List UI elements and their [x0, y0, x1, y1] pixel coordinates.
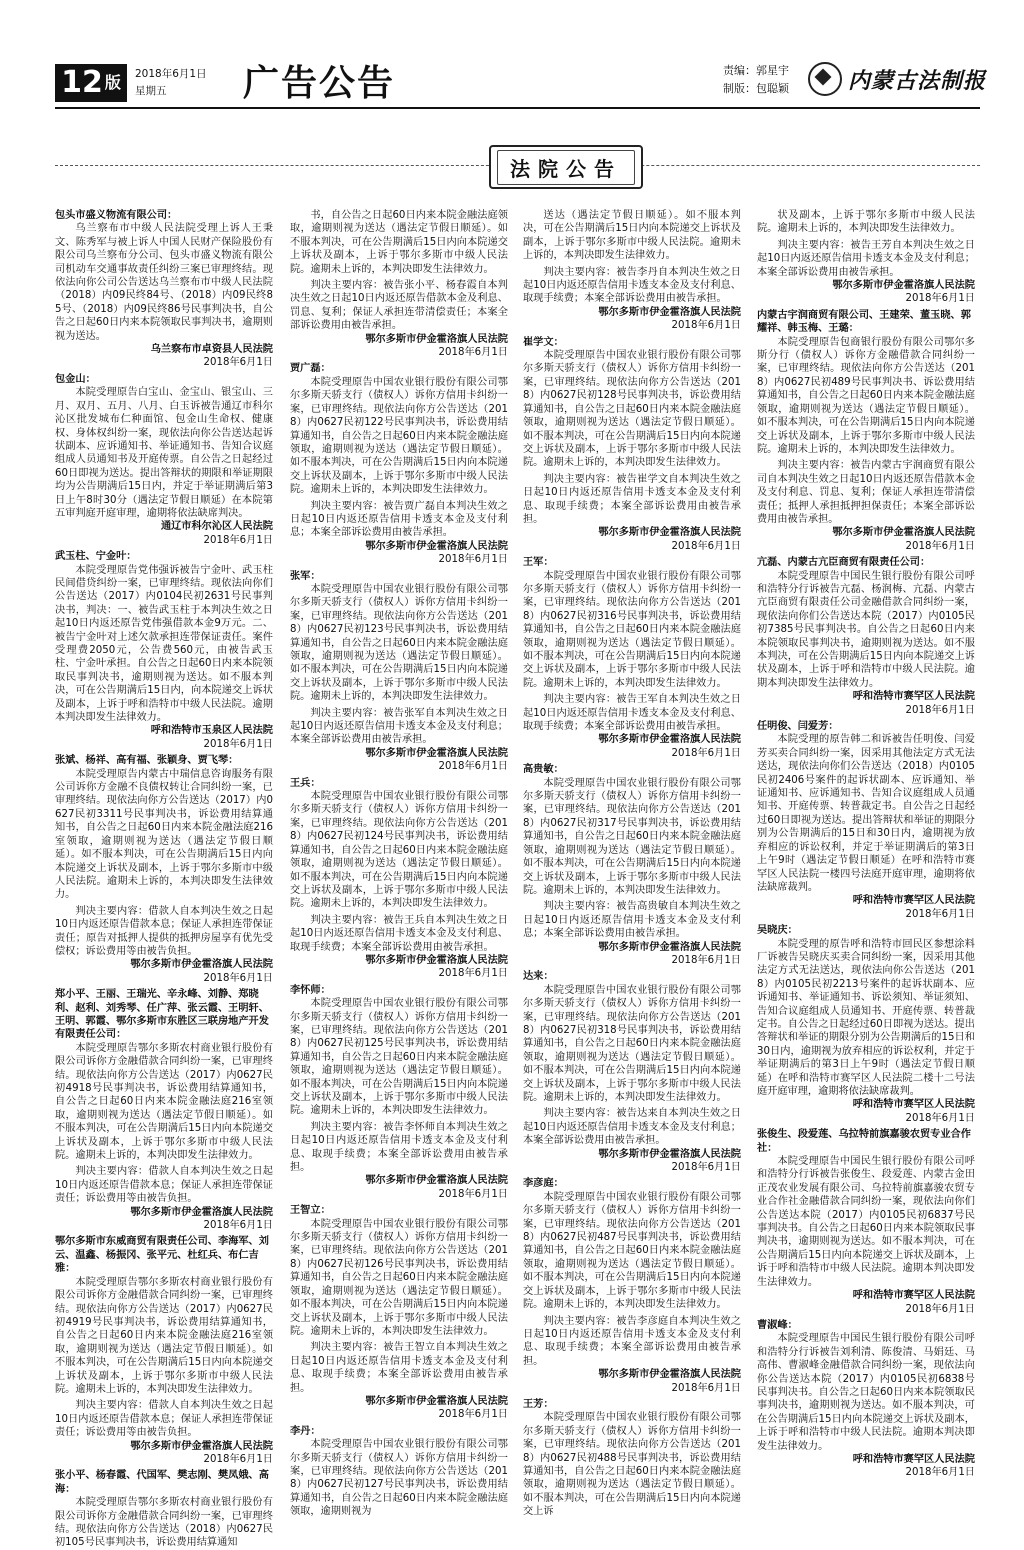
- notice-court: 鄂尔多斯市伊金霍洛旗人民法院: [365, 333, 508, 345]
- notice-party: 李丹：: [290, 1425, 321, 1437]
- court-notice: [523, 763, 741, 897]
- notice-party: 贾广磊：: [290, 363, 331, 375]
- notice-body: 本院受理原告中国农业银行股份有限公司鄂尔多斯天骄支行（债权人）诉你方信用卡纠纷一案，已审理终结。现依法向你方公告送达（2018）内0627民初317号民事判决书，诉讼费用结算通知书，自公告之日起60日内来本院金融法庭领取，逾期则视为送达（遇法定节假日顺延）。如不服本判决，可在公告期满后15日内向本院递交上诉状及副本，上诉于鄂尔多斯市中级人民法院。逾期未上诉的，本判决即发生法律效力。: [523, 777, 741, 896]
- notice-body: 本院受理原告党伟强诉被告宁金叶、武玉柱民间借贷纠纷一案，已审理终结。现依法向你们公告送达（2017）内0104民初2631号民事判决书，判决：一、被告武玉柱于本判决生效之日起10日内返还原告党伟强借款本金9万元。二、被告宁金叶对上述欠款承担连带保证责任。案件受理费2050元，公告费560元，由被告武玉柱、宁金叶承担。自公告之日起60日内来本院领取民事判决书，逾期则视为送达。如不服本判决，可在公告期满后15日内，向本院递交上诉状及副本，上诉于呼和浩特市中级人民法院。逾期本判决即发生法律效力。: [55, 564, 273, 724]
- notice-court: 鄂尔多斯市伊金霍洛旗人民法院: [365, 747, 508, 759]
- section-title: 广告公告: [243, 62, 396, 104]
- notice-party: 王兵：: [290, 777, 321, 789]
- page-number-box: [55, 64, 127, 102]
- notice-date: 2018年6月1日: [438, 347, 508, 359]
- court-notice: [757, 459, 975, 553]
- notice-date: 2018年6月1日: [203, 972, 273, 984]
- notice-party: 李怀师：: [290, 984, 331, 996]
- court-notice: [55, 550, 273, 751]
- notice-body: 本院受理的原告韩二和诉被告任明俊、闫爱芳买卖合同纠纷一案，因采用其他法定方式无法送达，现依法向你们公告送达（2018）内0105民初2406号案件的起诉状副本、应诉通知、举证通知书、应诉通知书、告知合议庭组成人员通知书、开庭传票、转普裁定书。自公告之日起经过60日即视为送达。提出答辩状和举证的期限分别为公告期满后的15日和30日内，逾期视为放弃相应的诉讼权利，并定于举证期满后的第3日上午9时（遇法定节假日顺延）在呼和浩特市赛罕区人民法院一楼四号法庭开庭审理，逾期将依法缺席裁判。: [757, 734, 975, 893]
- notice-date: 2018年6月1日: [203, 738, 273, 750]
- court-notice: [757, 720, 975, 921]
- notice-body: 判决主要内容：被告王兵自本判决生效之日起10日内返还原告信用卡透支本金及支付利息、取现手续费；本案全部诉讼费用由被告承担。: [290, 914, 508, 953]
- notice-body: 本院受理原告内蒙古中瑞信息咨询服务有限公司诉你方金融不良债权转让合同纠纷一案，已审理终结。现依法向你方公告送达（2017）内0627民初3311号民事判决书，诉讼费用结算通知书，自公告之日起60日内来本院金融法庭216室领取，逾期则视为送达（遇法定节假日顺延）。如不服本判决，可在公告期满后15日内向本院递交上诉状及副本，上诉于鄂尔多斯市中级人民法院。逾期未上诉的，本判决即发生法律效力。: [55, 768, 273, 901]
- page-number: 12: [61, 65, 103, 100]
- notice-party: 曹淑峰：: [757, 1319, 798, 1331]
- notice-party: 吴晓庆：: [757, 925, 798, 937]
- notice-party: 崔学文：: [523, 336, 564, 348]
- notice-body: 本院受理原告中国农业银行股份有限公司鄂尔多斯天骄支行（债权人）诉你方信用卡纠纷一案，已审理终结。现依法向你方公告送达（2018）内0627民初123号民事判决书，诉讼费用结算通知书，自公告之日起60日内来本院金融法庭领取，逾期则视为送达（遇法定节假日顺延）。如不服本判决，可在公告期满后15日内向本院递交上诉状及副本，上诉于鄂尔多斯市中级人民法院。逾期未上诉的，本判决即发生法律效力。: [290, 583, 508, 703]
- issue-date: 2018年6月1日: [135, 68, 207, 80]
- court-notice: [55, 209, 273, 370]
- court-notice: [55, 1235, 273, 1396]
- notice-party: 包金山：: [55, 373, 96, 385]
- notice-column-2: [290, 209, 508, 1518]
- court-notice: [55, 905, 273, 985]
- court-notice: [523, 336, 741, 470]
- notice-column-1: [55, 209, 273, 1549]
- notice-body: 判决主要内容：被告张小平、杨春霞自本判决生效之日起10日内返还原告借款本金及利息、罚息、复利；保证人承担连带清偿责任；本案全部诉讼费用由被告承担。: [290, 280, 508, 332]
- notice-party: 张俊生、段爱莲、乌拉特前旗嘉骏农贸专业合作社：: [757, 1129, 971, 1154]
- notice-date: 2018年6月1日: [203, 357, 273, 369]
- header-rule: [55, 107, 980, 109]
- notice-date: 2018年6月1日: [438, 554, 508, 566]
- notice-court: 鄂尔多斯市伊金霍洛旗人民法院: [598, 734, 741, 746]
- notice-party: 张军：: [290, 570, 321, 582]
- newspaper-logo: [808, 62, 986, 96]
- notice-body: 判决主要内容：被告内蒙古宇润商贸有限公司自本判决生效之日起10日内返还原告借款本金及支付利息、罚息、复利；保证人承担连带清偿责任；抵押人承担抵押担保责任；本案全部诉讼费用由被告承担。: [757, 460, 975, 525]
- court-notice: [523, 1315, 741, 1395]
- producer-name: 制版：包聪颖: [723, 82, 789, 95]
- court-notice: [290, 984, 508, 1118]
- notice-party: 武玉柱、宁金叶：: [55, 551, 137, 563]
- notice-date: 2018年6月1日: [438, 761, 508, 773]
- court-notice: [290, 1341, 508, 1421]
- notice-date: 2018年6月1日: [671, 540, 741, 552]
- court-notice: [523, 1398, 741, 1519]
- notice-body: 本院受理原告中国农业银行股份有限公司鄂尔多斯天骄支行（债权人）诉你方信用卡纠纷一案，已审理终结。现依法向你方公告送达（2018）内0627民初125号民事判决书，诉讼费用结算通知书，自公告之日起60日内来本院金融法庭领取，逾期则视为送达（遇法定节假日顺延）。如不服本判决，可在公告期满后15日内向本院递交上诉状及副本，上诉于鄂尔多斯市中级人民法院。逾期未上诉的，本判决即发生法律效力。: [290, 998, 508, 1117]
- court-notice: [523, 693, 741, 760]
- court-notice: [757, 239, 975, 306]
- court-notice: [290, 777, 508, 911]
- notice-body: 送达（遇法定节假日顺延）。如不服本判决，可在公告期满后15日内向本院递交上诉状及副本，上诉于鄂尔多斯市中级人民法院。逾期未上诉的，本判决即发生法律效力。: [523, 210, 741, 262]
- notice-party: 内蒙古宇润商贸有限公司、王建荣、董玉晓、郭耀祥、韩玉梅、王璐：: [757, 309, 971, 335]
- notice-date: 2018年6月1日: [905, 293, 975, 305]
- notice-body: 判决主要内容：被告崔学文自本判决生效之日起10日内返还原告信用卡透支本金及支付利息、取现手续费；本案全部诉讼费用由被告承担。: [523, 473, 741, 525]
- notice-body: 本院受理原告中国农业银行股份有限公司鄂尔多斯天骄支行（债权人）诉你方信用卡纠纷一案，已审理终结。现依法向你方公告送达（2018）内0627民初126号民事判决书，诉讼费用结算通知书，自公告之日起60日内来本院金融法庭领取，逾期则视为送达（遇法定节假日顺延）。如不服本判决，可在公告期满后15日内向本院递交上诉状及副本，上诉于鄂尔多斯市中级人民法院。逾期未上诉的，本判决即发生法律效力。: [290, 1218, 508, 1337]
- court-notice: [757, 1319, 975, 1480]
- notice-court: 鄂尔多斯市伊金霍洛旗人民法院: [832, 280, 975, 292]
- notice-body: 判决主要内容：借款人自本判决生效之日起10日内返还原告借款本息；保证人承担连带保证责任；诉讼费用等由被告负担。: [55, 1400, 273, 1439]
- court-notice: [290, 500, 508, 567]
- notice-party: 王军：: [523, 557, 554, 569]
- court-notice: [757, 924, 975, 1125]
- newspaper-emblem-icon: [808, 62, 842, 96]
- notice-date: 2018年6月1日: [905, 908, 975, 920]
- notice-date: 2018年6月1日: [438, 1409, 508, 1421]
- notice-date: 2018年6月1日: [671, 1162, 741, 1174]
- notice-body: 本院受理原告中国农业银行股份有限公司鄂尔多斯天骄支行（债权人）诉你方信用卡纠纷一案，已审理终结。现依法向你方公告送达（2018）内0627民初316号民事判决书，诉讼费用结算通知书，自公告之日起60日内来本院金融法庭领取，逾期则视为送达（遇法定节假日顺延）。如不服本判决，可在公告期满后15日内向本院递交上诉状及副本，上诉于鄂尔多斯市中级人民法院。逾期未上诉的，本判决即发生法律效力。: [523, 570, 741, 689]
- notice-court: 呼和浩特市玉泉区人民法院: [150, 725, 273, 737]
- notice-court: 鄂尔多斯市伊金霍洛旗人民法院: [598, 941, 741, 953]
- notice-body: 判决主要内容：借款人自本判决生效之日起10日内返还原告借款本息；保证人承担连带保证责任；诉讼费用等由被告负担。: [55, 1166, 273, 1205]
- banner-title: 法院公告: [497, 150, 635, 185]
- notice-body: 本院受理原告中国农业银行股份有限公司鄂尔多斯天骄支行（债权人）诉你方信用卡纠纷一案，已审理终结。现依法向你方公告送达（2018）内0627民初128号民事判决书，诉讼费用结算通知书，自公告之日起60日内来本院金融法庭领取，逾期则视为送达（遇法定节假日顺延）。如不服本判决，可在公告期满后15日内向本院递交上诉状及副本，上诉于鄂尔多斯市中级人民法院。逾期未上诉的，本判决即发生法律效力。: [523, 350, 741, 469]
- notice-party: 王芳：: [523, 1398, 554, 1410]
- notice-body: 判决主要内容：被告贾广磊自本判决生效之日起10日内返还原告信用卡透支本金及支付利息；本案全部诉讼费用由被告承担。: [290, 500, 508, 539]
- court-notice: [523, 970, 741, 1104]
- court-notice: [290, 362, 508, 496]
- section-banner: [55, 145, 980, 187]
- notice-body: 判决主要内容：被告李彦庭自本判决生效之日起10日内返还原告信用卡透支本金及支付利息、取现手续费；本案全部诉讼费用由被告承担。: [523, 1315, 741, 1367]
- notice-court: 呼和浩特市赛罕区人民法院: [852, 895, 975, 907]
- notice-date: 2018年6月1日: [438, 1188, 508, 1200]
- court-notice: [290, 707, 508, 774]
- notice-date: 2018年6月1日: [671, 954, 741, 966]
- notice-body: 本院受理原告包商银行股份有限公司鄂尔多斯分行（债权人）诉你方金融借款合同纠纷一案，已审理终结。现依法向你方公告送达（2018）内0627民初489号民事判决书、诉讼费用结算通知书，自公告之日起60日内来本院金融法庭领取，逾期则视为送达（遇法定节假日顺延）。如不服本判决，可在公告期满后15日内向本院递交上诉状及副本，上诉于鄂尔多斯市中级人民法院。逾期未上诉的，本判决即发生法律效力。: [757, 336, 975, 455]
- notice-date: 2018年6月1日: [905, 1467, 975, 1479]
- notice-body: 本院受理原告中国农业银行股份有限公司鄂尔多斯天骄支行（债权人）诉你方信用卡纠纷一案，已审理终结。现依法向你方公告送达（2018）内0627民初487号民事判决书，诉讼费用结算通知书，自公告之日起60日内来本院金融法庭领取，逾期则视为送达（遇法定节假日顺延）。如不服本判决，可在公告期满后15日内向本院递交上诉状及副本，上诉于鄂尔多斯市中级人民法院。逾期未上诉的，本判决即发生法律效力。: [523, 1191, 741, 1311]
- court-notice: [290, 1204, 508, 1338]
- notice-court: 呼和浩特市赛罕区人民法院: [852, 1453, 975, 1465]
- notice-party: 王智立：: [290, 1205, 331, 1217]
- notice-date: 2018年6月1日: [905, 1112, 975, 1124]
- notice-body: 乌兰察布市中级人民法院受理上诉人王秉文、陈秀军与被上诉人中国人民财产保险股份有限公司乌兰察布分公司、包头市盛义物流有限公司机动车交通事故责任纠纷三案已审理终结。现依法向你公司公告送达乌兰察布市中级人民法院（2018）内09民终84号、（2018）内09民终85号、（2018）内09民终86号民事判决书，自公告之日起60日内来本院领取民事判决书，逾期则视为送达。: [55, 223, 273, 342]
- notice-party: 高贵敏：: [523, 764, 564, 776]
- court-notice: [290, 570, 508, 704]
- notice-date: 2018年6月1日: [203, 534, 273, 546]
- court-notice: [290, 914, 508, 981]
- notice-court: 呼和浩特市赛罕区人民法院: [852, 1099, 975, 1111]
- notice-body: 判决主要内容：被告王军自本判决生效之日起10日内返还原告信用卡透支本金及支付利息、取现手续费；本案全部诉讼费用由被告承担。: [523, 694, 741, 733]
- notice-date: 2018年6月1日: [671, 320, 741, 332]
- court-notice: [523, 473, 741, 553]
- notice-body: 本院受理原告鄂尔多斯农村商业银行股份有限公司诉你方金融借款合同纠纷一案，已审理终结。现依法向你方公告送达（2017）内0627民初4918号民事判决书，诉讼费用结算通知书，自公告之日起60日内来本院金融法庭216室领取，逾期则视为送达（遇法定节假日顺延）。如不服本判决，可在公告期满后15日内向本院递交上诉状及副本，上诉于鄂尔多斯市中级人民法院。逾期未上诉的，本判决即发生法律效力。: [55, 1042, 273, 1162]
- notice-party: 郑小平、王丽、王瑞光、辛永峰、刘静、郑晓利、赵利、刘秀琴、任广萍、张云霞、王明轩、王明、郭霞、鄂尔多斯市东胜区三联房地产开发有限责任公司：: [55, 989, 269, 1041]
- court-notice: [757, 209, 975, 236]
- page-suffix: 版: [104, 73, 121, 92]
- editor-credits: [723, 62, 789, 98]
- notice-party: 任明俊、闫爱芳：: [757, 721, 839, 733]
- notice-party: 鄂尔多斯市东威商贸有限责任公司、李海军、刘云、温鑫、杨振冈、张平元、杜红兵、布仁吉雅：: [55, 1236, 269, 1275]
- notice-body: 判决主要内容：借款人自本判决生效之日起10日内返还原告借款本息；保证人承担连带保证责任；原告对抵押人提供的抵押房屋享有优先受偿权；诉讼费用等由被告负担。: [55, 905, 273, 957]
- court-notice: [290, 1121, 508, 1201]
- notice-body: 判决主要内容：被告李怀师自本判决生效之日起10日内返还原告信用卡透支本金及支付利息、取现手续费；本案全部诉讼费用由被告承担。: [290, 1121, 508, 1174]
- notice-body: 判决主要内容：被告张军自本判决生效之日起10日内返还原告信用卡透支本金及支付利息；本案全部诉讼费用由被告承担。: [290, 707, 508, 746]
- notice-date: 2018年6月1日: [203, 1220, 273, 1232]
- notice-court: 鄂尔多斯市伊金霍洛旗人民法院: [130, 1440, 273, 1452]
- notice-date: 2018年6月1日: [671, 1382, 741, 1394]
- notice-column-3: [523, 209, 741, 1518]
- court-notice: [523, 900, 741, 967]
- notice-court: 通辽市科尔沁区人民法院: [160, 521, 273, 533]
- notice-party: 张小平、杨春霞、代国军、樊志刚、樊凤娥、高海：: [55, 1470, 269, 1495]
- notice-party: 亢磊、内蒙古亢臣商贸有限责任公司：: [757, 557, 931, 569]
- notice-court: 呼和浩特市赛罕区人民法院: [852, 1290, 975, 1302]
- notice-party: 达来：: [523, 971, 554, 983]
- notice-body: 判决主要内容：被告高贵敏自本判决生效之日起10日内返还原告信用卡透支本金及支付利息；本案全部诉讼费用由被告承担。: [523, 901, 741, 940]
- notice-court: 乌兰察布市卓资县人民法院: [150, 344, 273, 356]
- notice-body: 本院受理原告中国农业银行股份有限公司鄂尔多斯天骄支行（债权人）诉你方信用卡纠纷一案，已审理终结。现依法向你方公告送达（2018）内0627民初318号民事判决书，诉讼费用结算通知书，自公告之日起60日内来本院金融法庭领取，逾期则视为送达（遇法定节假日顺延）。如不服本判决，可在公告期满后15日内向本院递交上诉状及副本，上诉于鄂尔多斯市中级人民法院。逾期未上诉的，本判决即发生法律效力。: [523, 984, 741, 1103]
- notice-body: 书，自公告之日起60日内来本院金融法庭领取，逾期则视为送达（遇法定节假日顺延）。如不服本判决，可在公告期满后15日内向本院递交上诉状及副本，上诉于鄂尔多斯市中级人民法院。逾期未上诉的，本判决即发生法律效力。: [290, 210, 508, 275]
- notice-body: 本院受理原告中国农业银行股份有限公司鄂尔多斯天骄支行（债权人）诉你方信用卡纠纷一案，已审理终结。现依法向你方公告送达（2018）内0627民初122号民事判决书，诉讼费用结算通知书，自公告之日起60日内来本院金融法庭领取，逾期则视为送达（遇法定节假日顺延）。如不服本判决，可在公告期满后15日内向本院递交上诉状及副本，上诉于鄂尔多斯市中级人民法院。逾期未上诉的，本判决即发生法律效力。: [290, 376, 508, 496]
- court-notice: [55, 1399, 273, 1466]
- court-notice: [523, 266, 741, 333]
- court-notice: [55, 1165, 273, 1232]
- notice-date: 2018年6月1日: [438, 968, 508, 980]
- notice-body: 本院受理原告中国农业银行股份有限公司鄂尔多斯天骄支行（债权人）诉你方信用卡纠纷一案，已审理终结。现依法向你方公告送达（2018）内0627民初488号民事判决书，诉讼费用结算通知书，自公告之日起60日内来本院金融法庭领取，逾期则视为送达（遇法定节假日顺延）。如不服本判决，可在公告期满后15日内向本院递交上诉: [523, 1412, 741, 1518]
- notice-court: 鄂尔多斯市伊金霍洛旗人民法院: [598, 527, 741, 539]
- court-notice: [290, 209, 508, 276]
- notice-column-4: [757, 209, 975, 1479]
- court-notice: [757, 309, 975, 456]
- court-notice: [290, 1425, 508, 1519]
- notice-court: 鄂尔多斯市伊金霍洛旗人民法院: [365, 954, 508, 966]
- notice-body: 本院受理原告中国农业银行股份有限公司鄂尔多斯天骄支行（债权人）诉你方信用卡纠纷一案，已审理终结。现依法向你方公告送达（2018）内0627民初127号民事判决书，诉讼费用结算通知书，自公告之日起60日内来本院金融法庭领取，逾期则视为: [290, 1439, 508, 1518]
- notice-party: 张斌、杨祥、高有福、张颖身、贾飞琴：: [55, 755, 239, 767]
- notice-body: 判决主要内容：被告达来自本判决生效之日起10日内返还原告信用卡透支本金及支付利息；本案全部诉讼费用由被告承担。: [523, 1108, 741, 1147]
- banner-frame: [489, 145, 643, 189]
- notice-court: 鄂尔多斯市伊金霍洛旗人民法院: [365, 1395, 508, 1407]
- notice-party: 李彦庭：: [523, 1178, 564, 1190]
- notice-court: 鄂尔多斯市伊金霍洛旗人民法院: [832, 527, 975, 539]
- notice-body: 本院受理原告中国民生银行股份有限公司呼和浩特分行诉被告张俊生、段爱莲、内蒙古金田正茂农业发展有限公司、乌拉特前旗嘉骏农贸专业合作社金融借款合同纠纷一案，现依法向你们公告送达本院（2017）内0105民初6837号民事判决书。自公告之日起60日内来本院领取民事判决书，逾期则视为送达。如不服本判决，可在公告期满后15日内向本院递交上诉状及副本，上诉于呼和浩特市中级人民法院。逾期本判决即发生法律效力。: [757, 1156, 975, 1288]
- court-notice: [523, 1107, 741, 1174]
- notice-court: 鄂尔多斯市伊金霍洛旗人民法院: [130, 1206, 273, 1218]
- notice-body: 判决主要内容：被告王芳自本判决生效之日起10日内返还原告信用卡透支本金及支付利息；本案全部诉讼费用由被告承担。: [757, 239, 975, 278]
- notice-court: 鄂尔多斯市伊金霍洛旗人民法院: [598, 306, 741, 318]
- court-notice: [523, 1177, 741, 1311]
- court-notice: [290, 279, 508, 359]
- notice-body: 状及副本，上诉于鄂尔多斯市中级人民法院。逾期未上诉的，本判决即发生法律效力。: [757, 210, 975, 235]
- editor-name: 责编：郭星宇: [723, 64, 789, 77]
- issue-date-block: [135, 66, 207, 100]
- court-notice: [523, 556, 741, 690]
- notice-date: 2018年6月1日: [905, 704, 975, 716]
- notice-body: 本院受理原告白宝山、金宝山、银宝山、三月、双月、五月、八月、白玉诉被告通辽市科尔沁区批发城布仁种面馆、包金山生命权、健康权、身体权纠纷一案，现依法向你公告送达起诉状副本、应诉通知书、举证通知书、告知合议庭组成人员通知书及开庭传票。自公告之日起经过60日即视为送达。提出答辩状的期限和举证期限均为公告期满后15日内，并定于举证期满后第3日上午8时30分（遇法定节假日顺延）在本院第五审判庭开庭审理，逾期将依法缺席判决。: [55, 387, 273, 519]
- notice-court: 鄂尔多斯市伊金霍洛旗人民法院: [598, 1148, 741, 1160]
- court-notice: [757, 1128, 975, 1316]
- notice-court: 呼和浩特市赛罕区人民法院: [852, 691, 975, 703]
- notice-date: 2018年6月1日: [905, 1303, 975, 1315]
- notice-body: 本院受理原告鄂尔多斯农村商业银行股份有限公司诉你方金融借款合同纠纷一案，已审理终结。现依法向你方公告送达（2017）内0627民初4919号民事判决书，诉讼费用结算通知书，自公告之日起60日内来本院金融法庭216室领取，逾期则视为送达（遇法定节假日顺延）。如不服本判决，可在公告期满后15日内向本院递交上诉状及副本，上诉于鄂尔多斯市中级人民法院。逾期未上诉的，本判决即发生法律效力。: [55, 1276, 273, 1395]
- notice-body: 本院受理的原告呼和浩特市回民区参想涂料厂诉被告吴晓庆买卖合同纠纷一案，因采用其他法定方式无法送达，现依法向你公告送达（2018）内0105民初2213号案件的起诉状副本、应诉通知书、举证通知书、诉讼须知、举证须知、告知合议庭组成人员通知书、开庭传票、转普裁定书。自公告之日起经过60日即视为送达。提出答辩状和举证的期限分别为公告期满后的15日和30日内，逾期视为放弃相应的诉讼权利，并定于举证期满后的第3日上午9时（遇法定节假日顺延）在呼和浩特市赛罕区人民法院二楼十二号法庭开庭审理，逾期将依法缺席裁判。: [757, 938, 975, 1097]
- notice-court: 鄂尔多斯市伊金霍洛旗人民法院: [598, 1369, 741, 1381]
- court-notice: [55, 373, 273, 547]
- notice-party: 包头市盛义物流有限公司：: [55, 210, 178, 221]
- notice-date: 2018年6月1日: [671, 747, 741, 759]
- court-notice: [523, 209, 741, 263]
- notice-body: 本院受理原告鄂尔多斯农村商业银行股份有限公司诉你方金融借款合同纠纷一案，已审理终结。现依法向你方公告送达（2018）内0627民初105号民事判决书，诉讼费用结算通知: [55, 1497, 273, 1549]
- notice-body: 判决主要内容：被告王智立自本判决生效之日起10日内返还原告信用卡透支本金及支付利息、取现手续费；本案全部诉讼费用由被告承担。: [290, 1342, 508, 1394]
- newspaper-name: 内蒙古法制报: [848, 67, 987, 94]
- notice-date: 2018年6月1日: [905, 540, 975, 552]
- notice-court: 鄂尔多斯市伊金霍洛旗人民法院: [365, 1175, 508, 1187]
- court-notice: [757, 556, 975, 717]
- court-notice: [55, 988, 273, 1162]
- issue-weekday: 星期五: [135, 85, 167, 97]
- court-notice: [55, 754, 273, 901]
- court-notice: [55, 1469, 273, 1549]
- notice-body: 本院受理原告中国民生银行股份有限公司呼和浩特分行诉被告亢磊、杨润梅、亢磊、内蒙古亢臣商贸有限责任公司金融借款合同纠纷一案，现依法向你们公告送达本院（2017）内0105民初7385号民事判决书。自公告之日起60日内来本院领取民事判决书，逾期则视为送达。如不服本判决，可在公告期满后15日内向本院递交上诉状及副本，上诉于呼和浩特市中级人民法院。逾期本判决即发生法律效力。: [757, 570, 975, 689]
- notice-body: 本院受理原告中国农业银行股份有限公司鄂尔多斯天骄支行（债权人）诉你方信用卡纠纷一案，已审理终结。现依法向你方公告送达（2018）内0627民初124号民事判决书，诉讼费用结算通知书，自公告之日起60日内来本院金融法庭领取，逾期则视为送达（遇法定节假日顺延）。如不服本判决，可在公告期满后15日内向本院递交上诉状及副本，上诉于鄂尔多斯市中级人民法院。逾期未上诉的，本判决即发生法律效力。: [290, 791, 508, 910]
- notice-court: 鄂尔多斯市伊金霍洛旗人民法院: [130, 959, 273, 971]
- notice-date: 2018年6月1日: [203, 1453, 273, 1465]
- notice-body: 本院受理原告中国民生银行股份有限公司呼和浩特分行诉被告刘利清、陈俊清、马娟廷、马高伟、曹淑峰金融借款合同纠纷一案，现依法向你公告送达本院（2017）内0105民初6838号民事判决书。自公告之日起60日内来本院领取民事判决书，逾期则视为送达。如不服本判决，可在公告期满后15日内向本院递交上诉状及副本，上诉于呼和浩特市中级人民法院。逾期本判决即发生法律效力。: [757, 1333, 975, 1452]
- notice-court: 鄂尔多斯市伊金霍洛旗人民法院: [365, 540, 508, 552]
- masthead: [0, 0, 1024, 110]
- notice-body: 判决主要内容：被告李丹自本判决生效之日起10日内返还原告信用卡透支本金及支付利息、取现手续费；本案全部诉讼费用由被告承担。: [523, 266, 741, 305]
